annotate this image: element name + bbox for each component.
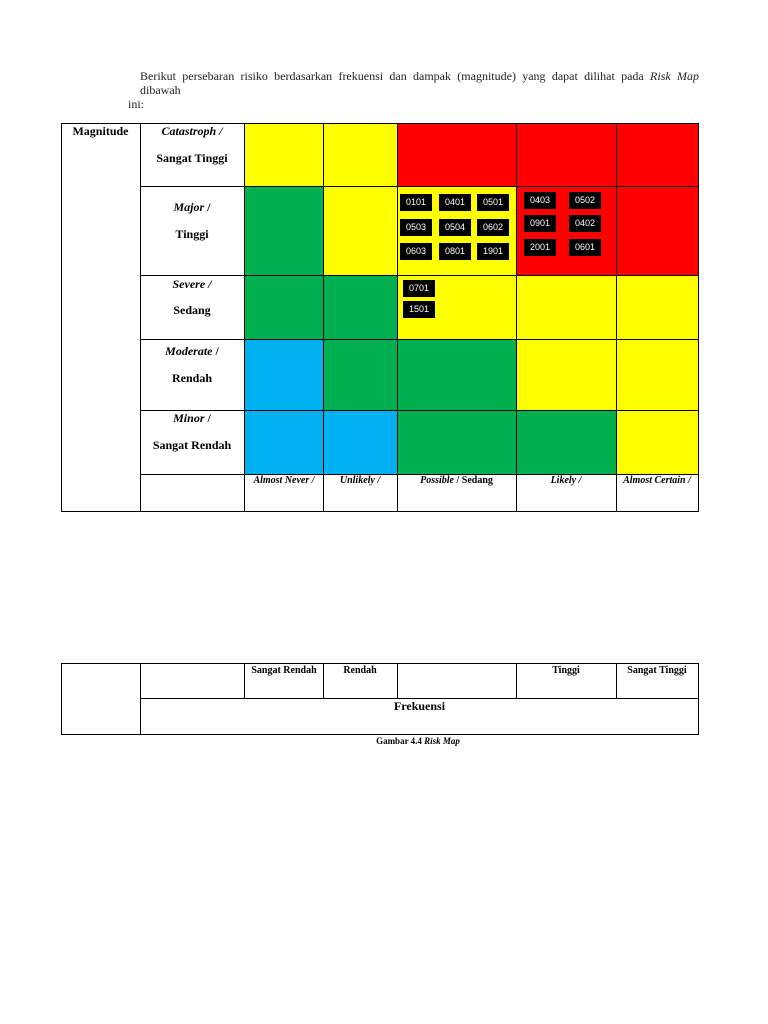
table-border — [244, 123, 245, 512]
row-label-separator: / — [204, 411, 211, 425]
column-label-possible — [397, 475, 516, 487]
risk-code-box: 0901 — [524, 215, 556, 232]
column-label-italic: Likely / — [550, 475, 582, 486]
intro-paragraph-line-2: ini: — [128, 97, 145, 111]
intro-text-italic: Risk Map — [650, 69, 699, 83]
risk-code-box: 0502 — [569, 192, 601, 209]
table-border — [397, 123, 398, 512]
grid-cell-r2-c1 — [245, 187, 323, 276]
frequency-label-rendah: Rendah — [343, 665, 377, 676]
grid-cell-r3-c1 — [245, 276, 323, 340]
risk-code-box: 0603 — [400, 243, 432, 260]
frequency-label-sangat-rendah: Sangat Rendah — [251, 665, 317, 676]
risk-code-box: 0101 — [400, 194, 432, 211]
table-border — [61, 734, 699, 735]
risk-code-box: 0801 — [439, 243, 471, 260]
risk-code-box: 0504 — [439, 219, 471, 236]
row-label-italic — [140, 411, 244, 425]
table-border — [61, 123, 62, 512]
grid-cell-r5-c2 — [323, 411, 397, 474]
row-label-italic-text: Major — [173, 200, 205, 214]
grid-cell-r3-c2 — [323, 276, 397, 340]
figure-caption — [0, 736, 768, 746]
grid-cell-r1-c2 — [323, 124, 397, 187]
intro-paragraph-line-1 — [140, 69, 699, 97]
column-label-italic: Possible — [420, 475, 454, 486]
row-label-italic-text: Moderate — [165, 344, 213, 358]
frequency-label-sangat-tinggi: Sangat Tinggi — [627, 665, 687, 676]
column-label-italic: Almost Never / — [253, 475, 315, 486]
risk-code-box: 0501 — [477, 194, 509, 211]
risk-code-box: 0402 — [569, 215, 601, 232]
column-label-almost-never — [245, 475, 323, 487]
row-label-italic-text: Minor — [173, 411, 205, 425]
grid-cell-r5-c4 — [516, 411, 616, 474]
frequency-axis-title: Frekuensi — [393, 699, 446, 713]
grid-cell-r5-c3 — [397, 411, 516, 474]
row-label-separator: / — [204, 200, 211, 214]
grid-cell-r5-c5 — [616, 411, 698, 474]
risk-code-box: 1501 — [403, 301, 435, 318]
intro-text: Berikut persebaran risiko berdasarkan frekuensi dan dampak (magnitude) yang dapat dilihat pada — [140, 69, 651, 83]
intro-text-end: dibawah — [140, 83, 181, 97]
row-label-italic — [140, 344, 244, 358]
table-border — [61, 663, 699, 664]
grid-cell-r1-c4 — [516, 124, 616, 187]
table-border — [140, 123, 141, 512]
row-label-plain: Sedang — [173, 303, 211, 317]
risk-code-box: 1901 — [477, 243, 509, 260]
grid-cell-r2-c5 — [616, 187, 698, 276]
grid-cell-r4-c5 — [616, 340, 698, 411]
row-label-plain: Tinggi — [175, 227, 209, 241]
frequency-label-tinggi: Tinggi — [552, 665, 580, 676]
risk-code-box: 0701 — [403, 280, 435, 297]
risk-code-box: 0602 — [477, 219, 509, 236]
row-label-italic: Severe / — [172, 277, 212, 291]
grid-cell-r3-c5 — [616, 276, 698, 340]
column-label-plain: / Sedang — [453, 475, 493, 486]
table-border — [61, 511, 699, 512]
grid-cell-r5-c1 — [245, 411, 323, 474]
column-label-almost-certain — [616, 475, 698, 487]
table-border — [323, 123, 324, 512]
grid-cell-r4-c3 — [397, 340, 516, 411]
caption-italic: Risk Map — [424, 736, 460, 746]
grid-cell-r1-c3 — [397, 124, 516, 187]
grid-cell-r1-c1 — [245, 124, 323, 187]
grid-cell-r4-c4 — [516, 340, 616, 411]
grid-cell-r4-c2 — [323, 340, 397, 411]
row-label-italic: Catastroph / — [161, 124, 223, 138]
table-border — [616, 123, 617, 512]
grid-cell-r4-c1 — [245, 340, 323, 411]
caption-prefix: Gambar 4.4 — [376, 736, 425, 746]
table-border — [698, 123, 699, 512]
risk-code-box: 0503 — [400, 219, 432, 236]
table-border — [397, 663, 398, 699]
grid-cell-r1-c5 — [616, 124, 698, 187]
table-border — [516, 123, 517, 512]
column-label-likely — [516, 475, 616, 487]
risk-code-box: 0601 — [569, 239, 601, 256]
risk-code-box: 2001 — [524, 239, 556, 256]
magnitude-header: Magnitude — [72, 124, 129, 138]
row-label-plain: Sangat Rendah — [152, 438, 232, 452]
row-label-italic — [140, 200, 244, 214]
grid-cell-r3-c4 — [516, 276, 616, 340]
column-label-unlikely — [323, 475, 397, 487]
risk-code-box: 0401 — [439, 194, 471, 211]
table-border — [61, 663, 62, 735]
row-label-plain: Rendah — [171, 371, 212, 385]
risk-code-box: 0403 — [524, 192, 556, 209]
row-label-separator: / — [212, 344, 219, 358]
row-label-plain: Sangat Tinggi — [156, 151, 228, 165]
column-label-italic: Unlikely / — [339, 475, 381, 486]
grid-cell-r2-c2 — [323, 187, 397, 276]
column-label-italic: Almost Certain / — [623, 475, 691, 486]
